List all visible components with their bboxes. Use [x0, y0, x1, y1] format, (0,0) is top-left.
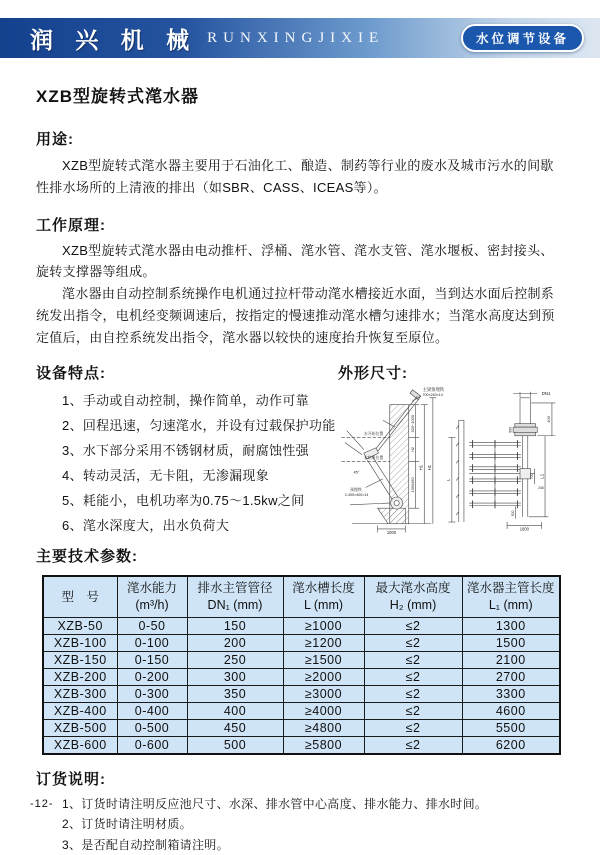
table-cell: 400 [187, 703, 283, 720]
table-cell: ≤2 [364, 720, 462, 737]
label-water-start: 水开始位置 [363, 430, 384, 436]
table-cell: 350 [187, 686, 283, 703]
table-row [43, 686, 560, 703]
principle-heading: 工作原理: [36, 216, 106, 234]
list-item: 2、订货时请注明材质。 [62, 817, 192, 832]
column-header: 滗水能力 (m³/h) [117, 576, 187, 618]
label-500b: 500 [510, 510, 515, 517]
table-cell: ≤2 [364, 686, 462, 703]
list-item: 6、滗水深度大，出水负荷大 [62, 518, 230, 534]
category-badge: 水位调节设备 [461, 24, 584, 52]
table-cell: ≥4000 [283, 703, 364, 720]
table-cell: XZB-500 [43, 720, 117, 737]
parameters-header-row [43, 576, 560, 618]
list-item: 3、水下部分采用不锈钢材质，耐腐蚀性强 [62, 442, 309, 458]
table-cell: 1500 [462, 635, 560, 652]
label-base-1000: 1000 [386, 529, 397, 535]
label-700: 700 [529, 473, 534, 479]
principle-paragraph-2: 滗水器由自动控制系统操作电机通过拉杆带动滗水槽接近水面，当到达水面后控制系统发出指令，电机经变频调速后，按指定的慢速推动滗水槽匀速排水；当滗水高度达到预定值后，由自控系统发出指令，滗水器以较快的速度抬升恢复至原位。 [36, 286, 555, 345]
table-cell: XZB-150 [43, 652, 117, 669]
label-water-end: 水结束位置 [363, 454, 384, 460]
table-row [43, 737, 560, 754]
table-cell: 3300 [462, 686, 560, 703]
table-row [43, 652, 560, 669]
features-heading: 设备特点: [36, 364, 106, 382]
table-row [43, 669, 560, 686]
table-cell: 0-400 [117, 703, 187, 720]
table-cell: 6200 [462, 737, 560, 754]
table-cell: 2100 [462, 652, 560, 669]
label-l: L [446, 478, 452, 481]
principle-paragraph-1: XZB型旋转式滗水器由电动推杆、浮桶、滗水管、滗水支管、滗水堰板、密封接头、旋转支撑器等组成。 [36, 242, 554, 280]
column-header: 排水主管管径 DN₁ (mm) [187, 576, 283, 618]
table-cell: ≥3000 [283, 686, 364, 703]
table-cell: ≤2 [364, 737, 462, 754]
table-row [43, 720, 560, 737]
label-embed: 预埋铁 [350, 486, 362, 492]
table-cell: 300 [187, 669, 283, 686]
table-cell: ≤2 [364, 703, 462, 720]
table-cell: ≤2 [364, 635, 462, 652]
table-cell: 0-150 [117, 652, 187, 669]
table-cell: ≥2000 [283, 669, 364, 686]
table-cell: 2700 [462, 669, 560, 686]
technical-drawing [338, 385, 564, 540]
brand-name-cn: 润 兴 机 械 [30, 26, 198, 53]
table-cell: 0-100 [117, 635, 187, 652]
section-parameters [36, 545, 564, 755]
page-content [0, 82, 600, 855]
usage-heading: 用途: [36, 131, 74, 148]
table-cell: 0-50 [117, 618, 187, 635]
parameters-heading: 主要技术参数: [36, 547, 138, 565]
label-h2: H2 [409, 446, 415, 452]
column-header: 型 号 [43, 576, 117, 618]
section-dimensions [338, 362, 564, 545]
label-h1b: H1 [427, 464, 433, 471]
usage-body: XZB型旋转式滗水器主要用于石油化工、酿造、制药等行业的废水及城市污水的间歇性排水场所的上清液的排出（如SBR、CASS、ICEAS等）。 [36, 158, 554, 195]
label-1000: 1000 [519, 526, 529, 532]
list-item: 3、是否配自动控制箱请注明。 [62, 837, 229, 852]
label-embed-beam: 主梁预埋铁 [422, 386, 445, 392]
page-number: -12- [30, 798, 54, 810]
table-cell: XZB-200 [43, 669, 117, 686]
section-usage [36, 128, 564, 199]
features-and-drawing [36, 362, 564, 545]
list-item: 1、手动或自动控制，操作简单，动作可靠 [62, 392, 309, 408]
table-cell: 0-600 [117, 737, 187, 754]
table-cell: 0-200 [117, 669, 187, 686]
table-row [43, 703, 560, 720]
label-dn1: DN1 [541, 391, 551, 397]
table-cell: ≥1500 [283, 652, 364, 669]
label-400: 400 [546, 415, 552, 423]
table-cell: 500 [187, 737, 283, 754]
table-cell: ≥1000 [283, 618, 364, 635]
list-item: 1、订货时请注明反应池尺寸、水深、排水管中心高度、排水能力、排水时间。 [62, 796, 488, 811]
label-h1a: H1 [418, 464, 424, 471]
label-l1: L1 [539, 473, 545, 479]
ordering-list [62, 794, 564, 855]
brand-name-en: RUNXINGJIXIE [207, 29, 385, 46]
table-cell: XZB-600 [43, 737, 117, 754]
dimension-drawing [338, 385, 564, 545]
label-500a: 500 [508, 426, 513, 433]
list-item: 5、耗能小，电机功率为0.75～1.5kw之间 [62, 492, 305, 508]
ordering-heading: 订货说明: [36, 770, 106, 788]
table-cell: XZB-400 [43, 703, 117, 720]
table-cell: 5500 [462, 720, 560, 737]
table-cell: 0-300 [117, 686, 187, 703]
table-cell: ≤2 [364, 652, 462, 669]
features-list [62, 390, 338, 536]
table-cell: 250 [187, 652, 283, 669]
table-cell: 450 [187, 720, 283, 737]
page-title: XZB型旋转式滗水器 [36, 87, 199, 106]
label-angle: 45° [353, 469, 360, 475]
table-cell: ≤2 [364, 618, 462, 635]
table-cell: 0-500 [117, 720, 187, 737]
section-features [36, 362, 338, 540]
table-cell: XZB-100 [43, 635, 117, 652]
label-embed-beam-size: 700×240×14 [422, 392, 443, 397]
table-row [43, 618, 560, 635]
header-band [0, 18, 600, 58]
table-cell: 150 [187, 618, 283, 635]
table-cell: ≤2 [364, 669, 462, 686]
table-cell: ≥5800 [283, 737, 364, 754]
column-header: 滗水槽长度 L (mm) [283, 576, 364, 618]
table-row [43, 635, 560, 652]
table-cell: 4600 [462, 703, 560, 720]
label-embed-size: 2-400×400×14 [344, 492, 369, 497]
section-ordering [36, 768, 564, 855]
column-header: 滗水器主管长度 L₁ (mm) [462, 576, 560, 618]
parameters-table-body [43, 618, 560, 754]
table-cell: 200 [187, 635, 283, 652]
table-cell: 1300 [462, 618, 560, 635]
section-principle [36, 214, 564, 349]
list-item: 4、转动灵活，无卡阻，无渗漏现象 [62, 467, 270, 483]
table-cell: XZB-50 [43, 618, 117, 635]
label-mid: 1000±50 [409, 477, 415, 493]
label-240: 240 [538, 486, 544, 491]
parameters-table [42, 575, 561, 755]
label-range: 520~1000 [409, 414, 415, 433]
table-cell: ≥1200 [283, 635, 364, 652]
dimensions-heading: 外形尺寸: [338, 364, 408, 382]
column-header: 最大滗水高度 H₂ (mm) [364, 576, 462, 618]
list-item: 2、回程迅速，匀速滗水，并设有过载保护功能 [62, 417, 336, 433]
table-cell: XZB-300 [43, 686, 117, 703]
table-cell: ≥4800 [283, 720, 364, 737]
catalog-page [0, 18, 600, 852]
